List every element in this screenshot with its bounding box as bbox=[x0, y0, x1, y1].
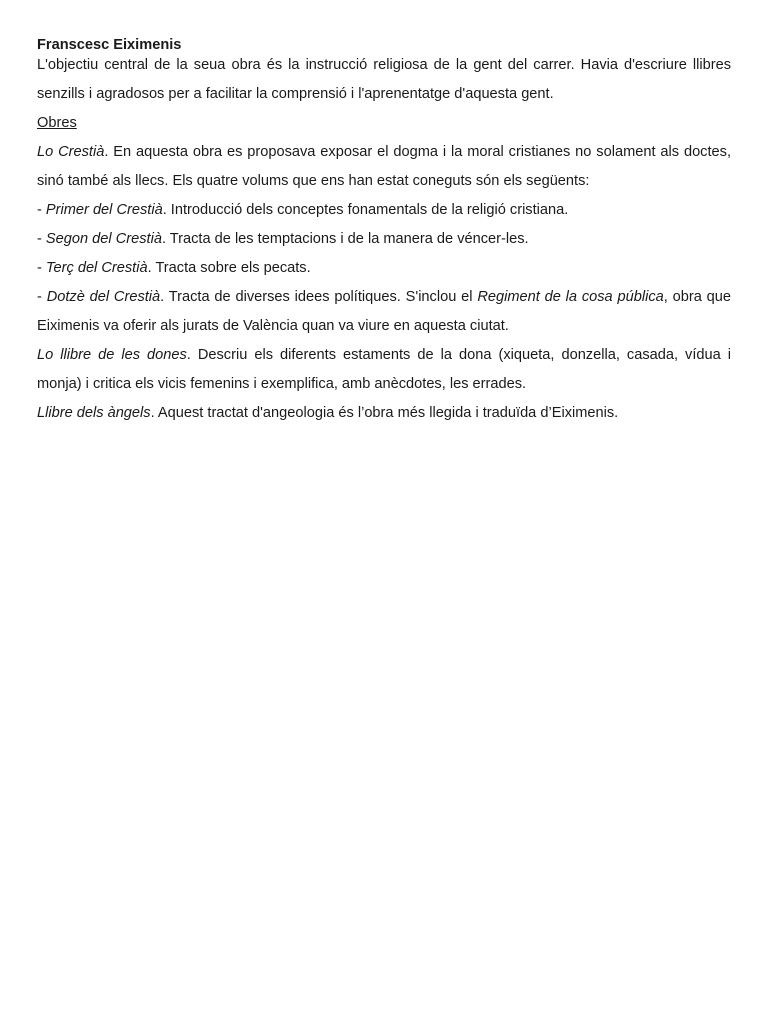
volume-title: Segon del Crestià bbox=[45, 231, 162, 247]
list-dash: - bbox=[37, 202, 46, 218]
list-dash: - bbox=[37, 260, 46, 276]
work-llibre-angels bbox=[37, 399, 731, 428]
volume-title: Terç del Crestià bbox=[45, 260, 148, 276]
document-title: Franscesc Eiximenis bbox=[37, 37, 182, 53]
volume-description-b: , obra que Eiximenis va oferir als jurats de València quan va viure en aquesta ciutat. bbox=[37, 289, 731, 334]
work-title: Lo llibre de les dones bbox=[37, 347, 187, 363]
section-heading-obres bbox=[37, 109, 731, 138]
work-title: Lo Crestià bbox=[37, 144, 105, 160]
volume-item-terc bbox=[37, 254, 731, 283]
volume-description-a: . Tracta de diverses idees polítiques. S'inclou el bbox=[160, 289, 478, 305]
list-dash: - bbox=[37, 231, 46, 247]
volume-item-segon bbox=[37, 225, 731, 254]
list-dash: - bbox=[37, 289, 47, 305]
work-description: . Descriu els diferents estaments de la dona (xiqueta, donzella, casada, vídua i monja) i critica els vicis femenins i exemplifica, amb anècdotes, les errades. bbox=[37, 347, 731, 392]
section-heading-text: Obres bbox=[37, 115, 77, 131]
intro-paragraph: L'objectiu central de la seua obra és la instrucció religiosa de la gent del carrer. Havia d'escriure llibres senzills i agradosos per a facilitar la comprensió i l'aprenentatge d'aquesta gent. bbox=[37, 57, 731, 102]
inner-work-title: Regiment de la cosa pública bbox=[477, 289, 664, 305]
work-description: . En aquesta obra es proposava exposar el dogma i la moral cristianes no solament als doctes, sinó també als llecs. Els quatre volums que ens han estat coneguts són els següents: bbox=[37, 144, 731, 189]
volume-item-primer bbox=[37, 196, 731, 225]
volume-description: . Introducció dels conceptes fonamentals de la religió cristiana. bbox=[162, 202, 569, 218]
volume-title: Primer del Crestià bbox=[45, 202, 163, 218]
work-llibre-dones bbox=[37, 341, 731, 399]
document-body bbox=[37, 34, 731, 428]
work-title: Llibre dels àngels bbox=[37, 405, 151, 421]
volume-description: . Tracta de les temptacions i de la manera de véncer-les. bbox=[161, 231, 529, 247]
volume-title: Dotzè del Crestià bbox=[46, 289, 161, 305]
volume-description: . Tracta sobre els pecats. bbox=[147, 260, 311, 276]
work-description: . Aquest tractat d'angeologia és l’obra més llegida i traduïda d’Eiximenis. bbox=[150, 405, 619, 421]
volume-item-dotze bbox=[37, 283, 731, 341]
work-lo-crestia bbox=[37, 138, 731, 196]
